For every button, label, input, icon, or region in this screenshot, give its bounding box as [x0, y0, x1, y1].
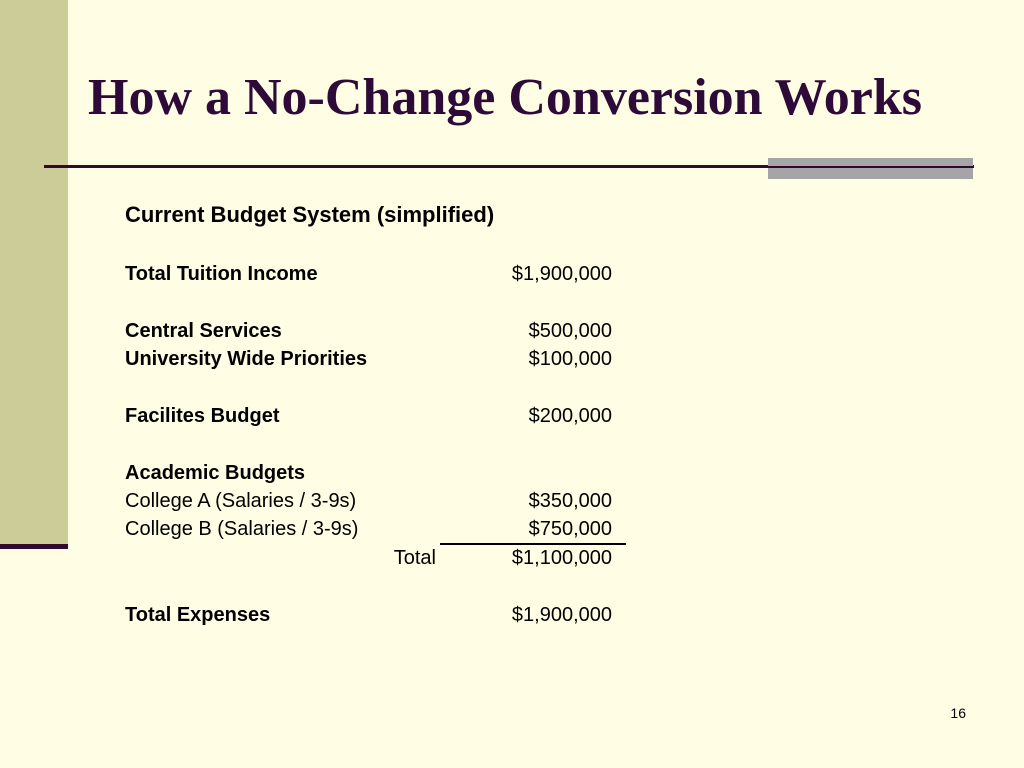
- section-heading: Current Budget System (simplified): [125, 202, 495, 227]
- budget-row-academic-total: [125, 544, 612, 572]
- row-value: $350,000: [528, 490, 612, 512]
- title-divider-accent: [768, 158, 973, 179]
- left-accent-bar: [0, 0, 68, 548]
- row-value: $200,000: [528, 405, 612, 427]
- row-value: $1,900,000: [511, 263, 612, 285]
- row-label: Central Services: [125, 320, 282, 342]
- row-label: College B (Salaries / 3-9s): [125, 518, 359, 540]
- budget-row-university-priorities: [125, 345, 612, 373]
- row-label: Total Tuition Income: [125, 263, 318, 285]
- row-label: Facilites Budget: [125, 405, 280, 427]
- row-label: College A (Salaries / 3-9s): [125, 490, 357, 512]
- budget-row-central-services: [125, 317, 612, 345]
- row-label: Total Expenses: [125, 604, 271, 626]
- row-value: $500,000: [528, 320, 612, 342]
- budget-row-college-b: [125, 515, 612, 543]
- budget-row-facilities: [125, 402, 612, 430]
- row-value: $1,900,000: [511, 604, 612, 626]
- row-value: $1,100,000: [511, 547, 612, 569]
- budget-row-college-a: [125, 487, 612, 515]
- row-label: University Wide Priorities: [125, 348, 368, 370]
- title-divider-accent-line: [768, 166, 973, 168]
- page-number: 16: [950, 705, 966, 721]
- row-value: $100,000: [528, 348, 612, 370]
- left-accent-tab: [0, 544, 68, 549]
- row-label: Total: [393, 547, 436, 569]
- budget-row-tuition: [125, 260, 612, 288]
- budget-row-academic-heading: [125, 459, 612, 487]
- budget-row-total-expenses: [125, 601, 612, 629]
- row-label: Academic Budgets: [125, 462, 306, 484]
- row-value: $750,000: [528, 518, 612, 540]
- slide-title: How a No-Change Conversion Works: [88, 69, 923, 126]
